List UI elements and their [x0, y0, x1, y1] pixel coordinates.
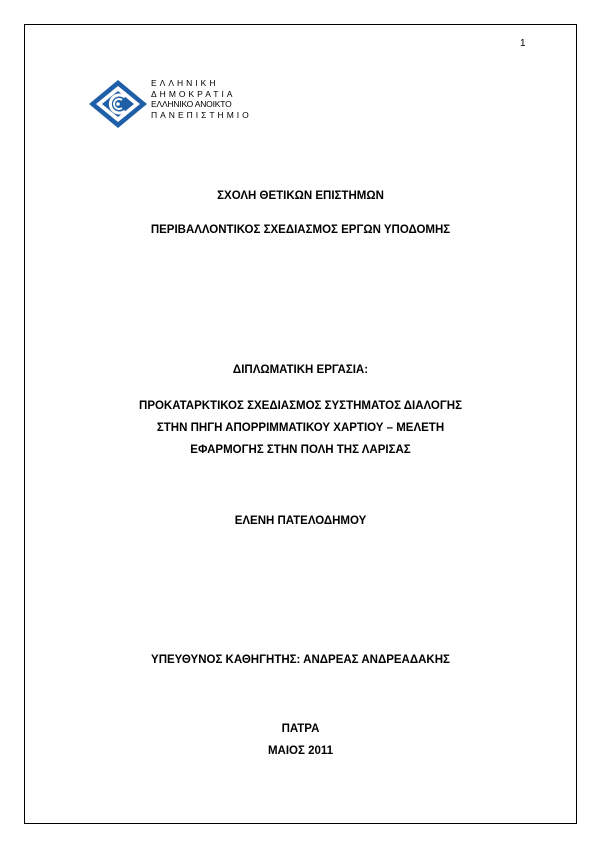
- thesis-title-line: ΣΤΗΝ ΠΗΓΗ ΑΠΟΡΡΙΜΜΑΤΙΚΟΥ ΧΑΡΤΙΟΥ – ΜΕΛΕΤΗ: [156, 422, 445, 434]
- thesis-label: ΔΙΠΛΩΜΑΤΙΚΗ ΕΡΓΑΣΙΑ:: [232, 364, 369, 376]
- thesis-title-line: ΠΡΟΚΑΤΑΡΚΤΙΚΟΣ ΣΧΕΔΙΑΣΜΟΣ ΣΥΣΤΗΜΑΤΟΣ ΔΙΑΛΟΓΗΣ: [139, 400, 462, 412]
- logo-text: [151, 78, 252, 120]
- author-name: ΕΛΕΝΗ ΠΑΤΕΛΟΔΗΜΟΥ: [234, 515, 367, 527]
- school-name: ΣΧΟΛΗ ΘΕΤΙΚΩΝ ΕΠΙΣΤΗΜΩΝ: [217, 190, 384, 202]
- program-name: ΠΕΡΙΒΑΛΛΟΝΤΙΚΟΣ ΣΧΕΔΙΑΣΜΟΣ ΕΡΓΩΝ ΥΠΟΔΟΜΗΣ: [150, 224, 451, 236]
- logo-line-4: ΠΑΝΕΠΙΣΤΗΜΙΟ: [151, 109, 252, 120]
- page-number: 1: [520, 38, 526, 49]
- eap-emblem-icon: [88, 79, 148, 129]
- logo-line-1: ΕΛΛΗΝΙΚΗ: [151, 78, 219, 88]
- logo-line-2: ΔΗΜΟΚΡΑΤΙΑ: [151, 88, 236, 99]
- university-logo: [88, 77, 258, 137]
- thesis-title-line: ΕΦΑΡΜΟΓΗΣ ΣΤΗΝ ΠΟΛΗ ΤΗΣ ΛΑΡΙΣΑΣ: [190, 444, 411, 456]
- city: ΠΑΤΡΑ: [281, 723, 320, 735]
- supervisor: ΥΠΕΥΘΥΝΟΣ ΚΑΘΗΓΗΤΗΣ: ΑΝΔΡΕΑΣ ΑΝΔΡΕΑΔΑΚΗΣ: [151, 654, 450, 666]
- date: ΜΑΙΟΣ 2011: [267, 745, 334, 757]
- logo-line-3: ΕΛΛΗΝΙΚΟ ΑΝΟΙΚΤΟ: [151, 99, 232, 109]
